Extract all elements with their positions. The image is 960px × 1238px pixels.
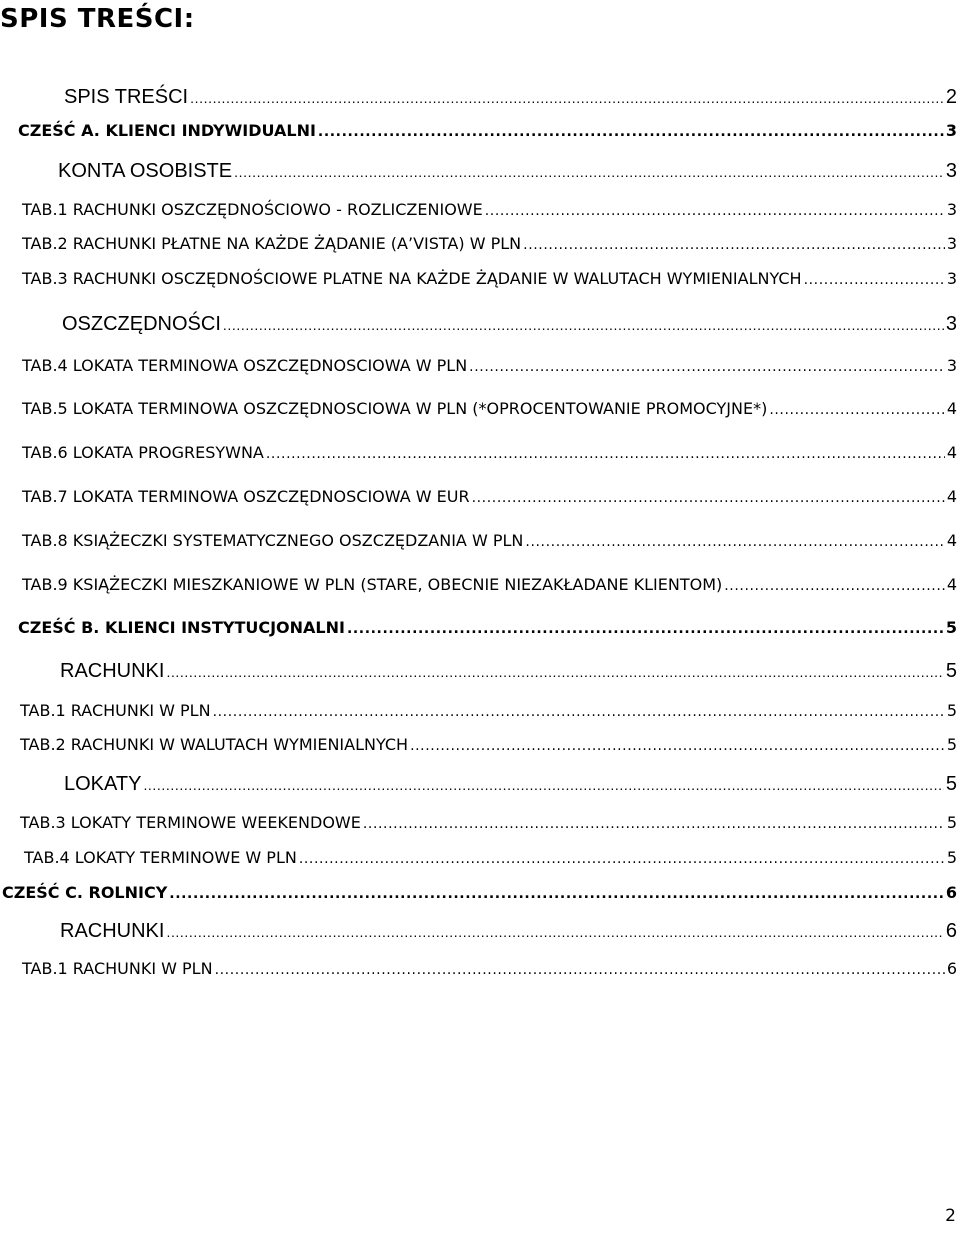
toc-leader-dots (143, 777, 943, 793)
toc-entry[interactable] (58, 160, 957, 184)
toc-leader-dots (724, 578, 945, 594)
toc-leader-dots (166, 924, 943, 940)
toc-entry[interactable] (64, 773, 957, 797)
toc-entry[interactable] (20, 735, 957, 759)
toc-leader-dots (410, 738, 945, 754)
toc-entry[interactable] (22, 531, 957, 555)
toc-leader-dots (169, 886, 944, 902)
toc-entry-label: KONTA OSOBISTE (58, 160, 233, 182)
toc-entry[interactable] (22, 356, 957, 380)
toc-entry[interactable] (18, 121, 957, 145)
toc-entry-page: 3 (946, 234, 957, 253)
toc-entry-label: CZEŚĆ C. ROLNICY (2, 883, 168, 902)
toc-leader-dots (166, 664, 943, 680)
toc-entry-page: 4 (946, 443, 957, 462)
toc-entry-page: 4 (946, 531, 957, 550)
toc-entry-page: 5 (946, 735, 957, 754)
document-title: SPIS TREŚCI: (0, 4, 195, 34)
toc-entry-page: 4 (946, 399, 957, 418)
toc-entry-page: 5 (946, 813, 957, 832)
toc-entry[interactable] (22, 234, 957, 258)
toc-entry-page: 2 (945, 86, 957, 108)
toc-leader-dots (804, 272, 945, 288)
toc-entry-page: 3 (946, 269, 957, 288)
toc-entry-label: TAB.8 KSIĄŻECZKI SYSTEMATYCZNEGO OSZCZĘDZANIA W PLN (22, 531, 524, 550)
toc-entry[interactable] (60, 920, 957, 944)
toc-entry[interactable] (22, 575, 957, 599)
toc-entry-page: 4 (946, 487, 957, 506)
toc-leader-dots (485, 203, 945, 219)
toc-entry[interactable] (22, 399, 957, 423)
toc-leader-dots (525, 534, 944, 550)
toc-entry[interactable] (18, 618, 957, 642)
toc-entry-label: TAB.6 LOKATA PROGRESYWNA (22, 443, 264, 462)
toc-entry-page: 5 (946, 701, 957, 720)
toc-entry-page: 6 (946, 959, 957, 978)
toc-entry-label: CZEŚĆ B. KLIENCI INSTYTUCJONALNI (18, 618, 345, 637)
toc-entry-page: 6 (945, 920, 957, 942)
toc-entry-page: 5 (945, 618, 957, 637)
toc-entry[interactable] (22, 959, 957, 983)
toc-entry-label: RACHUNKI (60, 660, 165, 682)
page-number: 2 (945, 1206, 956, 1226)
toc-leader-dots (266, 446, 945, 462)
toc-entry-label: OSZCZĘDNOŚCI (62, 313, 221, 335)
toc-entry[interactable] (22, 200, 957, 224)
toc-leader-dots (223, 317, 944, 333)
toc-entry-label: CZEŚĆ A. KLIENCI INDYWIDUALNI (18, 121, 316, 140)
toc-entry-label: TAB.3 RACHUNKI OSCZĘDNOŚCIOWE PLATNE NA KAŻDE ŻĄDANIE W WALUTACH WYMIENIALNYCH (22, 269, 802, 288)
toc-leader-dots (347, 621, 944, 637)
toc-entry[interactable] (60, 660, 957, 684)
toc-leader-dots (523, 237, 945, 253)
toc-leader-dots (190, 90, 944, 106)
toc-entry-page: 3 (945, 313, 957, 335)
toc-entry[interactable] (20, 813, 957, 837)
toc-leader-dots (469, 359, 945, 375)
toc-entry-label: TAB.2 RACHUNKI W WALUTACH WYMIENIALNYCH (20, 735, 409, 754)
toc-entry[interactable] (22, 487, 957, 511)
toc-entry-label: TAB.2 RACHUNKI PŁATNE NA KAŻDE ŻĄDANIE (A’VISTA) W PLN (22, 234, 522, 253)
toc-leader-dots (769, 402, 945, 418)
toc-entry[interactable] (2, 883, 957, 907)
toc-entry-label: SPIS TREŚCI (64, 86, 189, 108)
toc-leader-dots (472, 490, 945, 506)
toc-leader-dots (363, 816, 945, 832)
toc-entry-page: 4 (946, 575, 957, 594)
toc-entry[interactable] (22, 269, 957, 293)
toc-entry-page: 5 (945, 773, 957, 795)
toc-entry-label: TAB.5 LOKATA TERMINOWA OSZCZĘDNOSCIOWA W PLN (*OPROCENTOWANIE PROMOCYJNE*) (22, 399, 768, 418)
toc-entry[interactable] (64, 86, 957, 110)
toc-entry-label: TAB.4 LOKATA TERMINOWA OSZCZĘDNOSCIOWA W PLN (22, 356, 468, 375)
toc-entry[interactable] (24, 848, 957, 872)
toc-entry-label: TAB.1 RACHUNKI W PLN (20, 701, 211, 720)
toc-entry-page: 3 (945, 160, 957, 182)
toc-leader-dots (213, 704, 945, 720)
toc-entry-label: TAB.9 KSIĄŻECZKI MIESZKANIOWE W PLN (STARE, OBECNIE NIEZAKŁADANE KLIENTOM) (22, 575, 723, 594)
toc-entry-label: TAB.1 RACHUNKI OSZCZĘDNOŚCIOWO - ROZLICZENIOWE (22, 200, 483, 219)
toc-entry[interactable] (62, 313, 957, 337)
toc-entry-page: 3 (945, 121, 957, 140)
toc-entry-page: 5 (945, 660, 957, 682)
toc-leader-dots (215, 962, 945, 978)
toc-entry-page: 3 (946, 200, 957, 219)
toc-entry[interactable] (20, 701, 957, 725)
toc-entry-page: 3 (946, 356, 957, 375)
toc-entry-label: TAB.3 LOKATY TERMINOWE WEEKENDOWE (20, 813, 361, 832)
toc-entry-page: 6 (945, 883, 957, 902)
toc-entry[interactable] (22, 443, 957, 467)
toc-entry-page: 5 (946, 848, 957, 867)
toc-entry-label: TAB.4 LOKATY TERMINOWE W PLN (24, 848, 297, 867)
toc-leader-dots (234, 164, 944, 180)
toc-entry-label: TAB.7 LOKATA TERMINOWA OSZCZĘDNOSCIOWA W EUR (22, 487, 470, 506)
toc-entry-label: LOKATY (64, 773, 142, 795)
toc-leader-dots (299, 851, 945, 867)
toc-entry-label: TAB.1 RACHUNKI W PLN (22, 959, 213, 978)
toc-leader-dots (318, 124, 944, 140)
toc-entry-label: RACHUNKI (60, 920, 165, 942)
